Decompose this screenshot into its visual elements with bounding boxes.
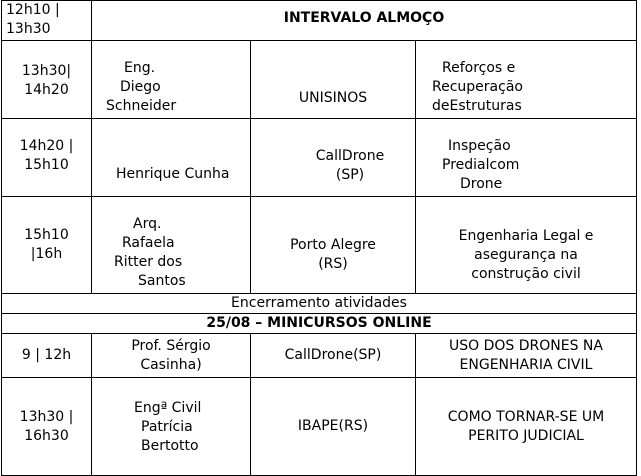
mini1-institution: CallDrone(SP) xyxy=(284,347,382,363)
lunch-time: 12h10 | 13h30 xyxy=(6,2,60,37)
slot1-institution: UNISINOS xyxy=(298,90,368,106)
mini1-time: 9 | 12h xyxy=(21,347,72,363)
slot1-time: 13h30| 14h20 xyxy=(21,63,72,98)
slot2-speaker: Henrique Cunha xyxy=(116,166,230,182)
slot1-topic: Reforços e Recuperação deEstruturas xyxy=(432,60,523,114)
slot2-time: 14h20 | 15h10 xyxy=(19,138,74,173)
closing-text: Encerramento atividades xyxy=(231,295,407,311)
slot3-time: 15h10 |16h xyxy=(24,227,69,262)
slot2-institution: CallDrone (SP) xyxy=(315,148,385,183)
mini2-institution: IBAPE(RS) xyxy=(297,418,369,434)
slot3-speaker: Arq. Rafaela Ritter dos Santos xyxy=(114,216,186,289)
col-border xyxy=(415,40,416,294)
row-border xyxy=(1,0,637,1)
day-header: 25/08 – MINICURSOS ONLINE xyxy=(206,315,432,331)
row-border xyxy=(1,118,637,119)
mini2-topic: COMO TORNAR-SE UM PERITO JUDICIAL xyxy=(447,409,605,444)
row-border xyxy=(1,40,637,41)
row-border xyxy=(1,333,637,334)
mini2-speaker: Engª Civil Patrícia Bertotto xyxy=(134,400,202,454)
mini2-time: 13h30 | 16h30 xyxy=(19,409,74,444)
col-border xyxy=(636,0,637,476)
mini1-speaker: Prof. Sérgio Casinha) xyxy=(131,338,211,373)
row-border xyxy=(1,377,637,378)
slot3-topic: Engenharia Legal e asegurança na construção civil xyxy=(458,228,594,282)
row-border xyxy=(1,196,637,197)
mini1-topic: USO DOS DRONES NA ENGENHARIA CIVIL xyxy=(449,338,603,373)
slot2-topic: Inspeção Predialcom Drone xyxy=(442,138,520,192)
slot3-institution: Porto Alegre (RS) xyxy=(290,237,376,272)
col-border xyxy=(91,40,92,294)
lunch-title: INTERVALO ALMOÇO xyxy=(283,10,445,26)
slot1-speaker: Eng. Diego Schneider xyxy=(106,60,177,114)
